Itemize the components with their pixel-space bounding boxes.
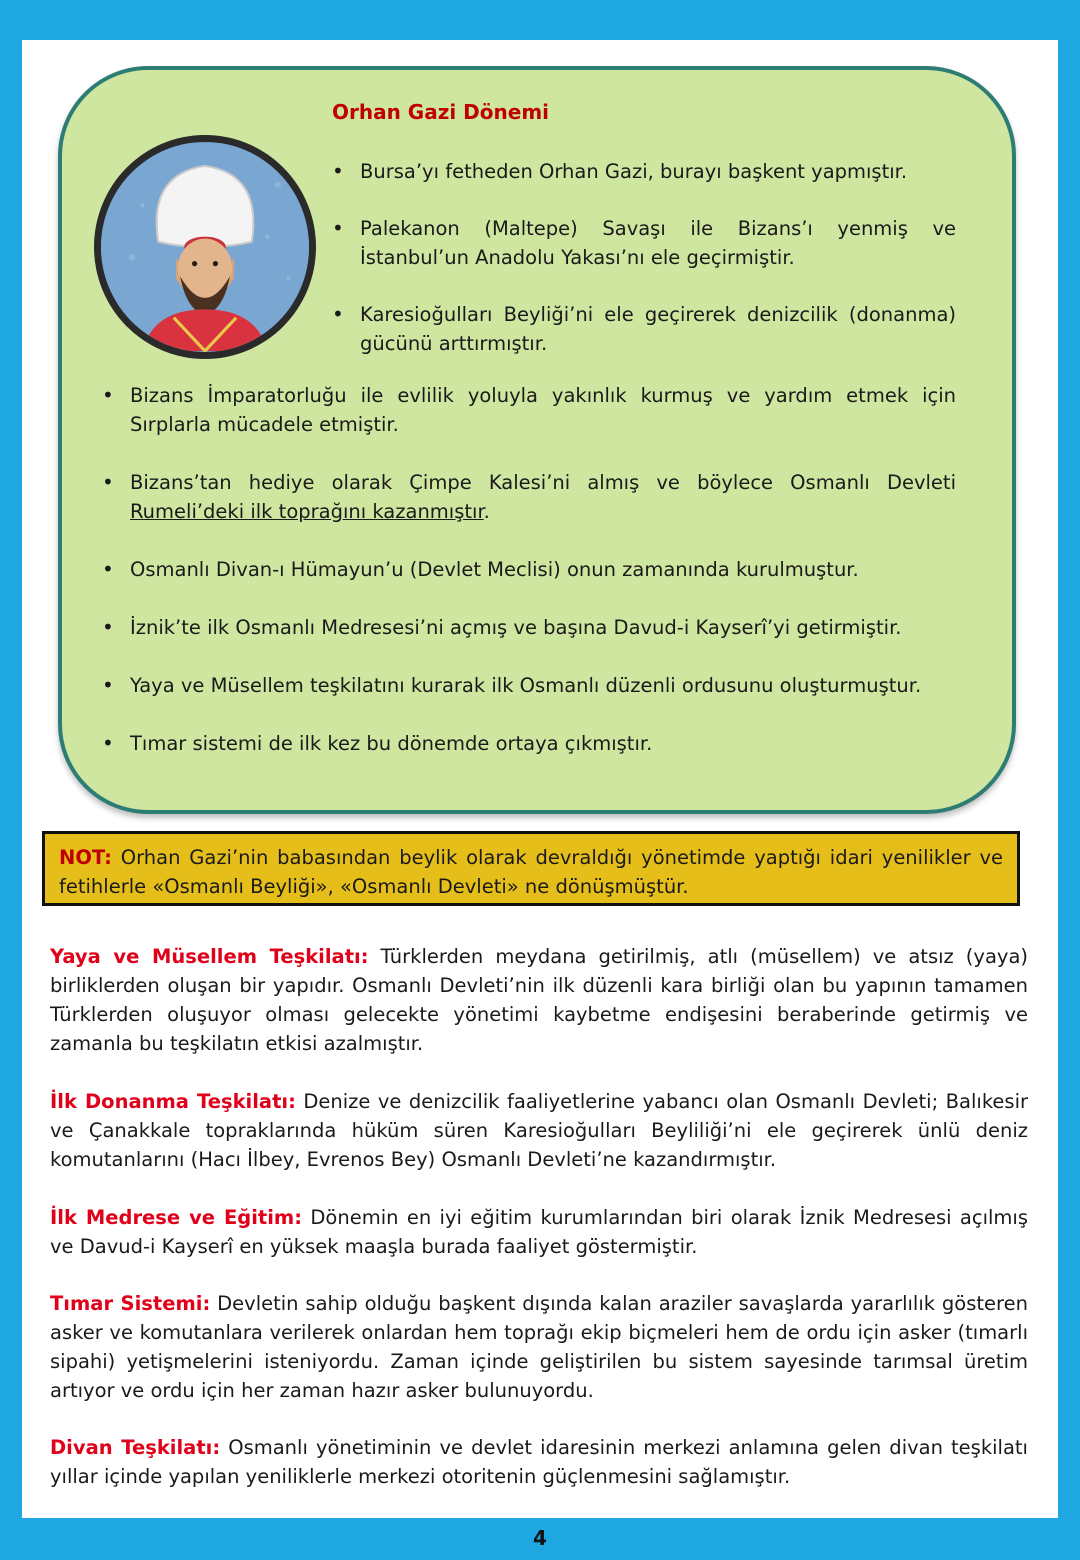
paragraph-yaya-musellem [50, 942, 1028, 1058]
paragraph-text: Osmanlı yönetiminin ve devlet idaresinin merkezi anlamına gelen divan teşkilatı yıllar içinde yapılan yeniliklerle merkezi otoritenin güçlenmesini sağlamıştır. [50, 1436, 1028, 1488]
paragraph-label: Divan Teşkilatı: [50, 1436, 221, 1459]
list-item: • Osmanlı Divan-ı Hümayun’u (Devlet Meclisi) onun zamanında kurulmuştur. [102, 555, 956, 584]
paragraph-label: İlk Donanma Teşkilatı: [50, 1090, 296, 1113]
list-item: • Yaya ve Müsellem teşkilatını kurarak ilk Osmanlı düzenli ordusunu oluşturmuştur. [102, 671, 956, 700]
paragraph-divan [50, 1433, 1028, 1491]
note-label: NOT: [59, 846, 112, 869]
box-title: Orhan Gazi Dönemi [332, 100, 550, 124]
paragraph-label: Yaya ve Müsellem Teşkilatı: [50, 945, 369, 968]
orhan-gazi-portrait [94, 135, 316, 359]
list-item: • Bizans İmparatorluğu ile evlilik yoluyla yakınlık kurmuş ve yardım etmek için Sırplarla mücadele etmiştir. [102, 381, 956, 439]
page-number: 4 [533, 1526, 547, 1550]
list-item [102, 468, 956, 526]
portrait-illustration [101, 142, 309, 352]
note-text: Orhan Gazi’nin babasından beylik olarak devraldığı yönetimde yaptığı idari yenilikler ve fetihlerle «Osmanlı Beyliği», «Osmanlı Devleti» ne dönüşmüştür. [59, 846, 1003, 898]
list-item-tail: . [483, 500, 490, 523]
paragraph-text: Devletin sahip olduğu başkent dışında kalan araziler savaşlarda yararlılık gösteren asker ve komutanlara verilerek onlardan hem toprağı ekip biçmeleri hem de ordu için asker (tımarlı sipahi) yetişmelerini isteniyordu. Zaman içinde geliştirilen bu sistem sayesinde tarımsal üretim artıyor ve ordu için her zaman hazır asker bulunuyordu. [50, 1292, 1028, 1402]
note-box [42, 831, 1020, 906]
list-item-text: Bizans’tan hediye olarak Çimpe Kalesi’ni almış ve böylece Osmanlı Devleti [130, 471, 956, 494]
paragraph-text: Denize ve denizcilik faaliyetlerine yabancı olan Osmanlı Devleti; Balıkesir ve Çanakkale topraklarında hüküm süren Karesioğulları Beyliliği’ni ele geçirerek ünlü deniz komutanlarını (Hacı İlbey, Evrenos Bey) Osmanlı Devleti’ne kazandırmıştır. [50, 1090, 1029, 1171]
list-item: • İznik’te ilk Osmanlı Medresesi’ni açmış ve başına Davud-i Kayserî’yi getirmiştir. [102, 613, 956, 642]
paragraph-text: Dönemin en iyi eğitim kurumlarından biri olarak İznik Medresesi açılmış ve Davud-i Kayserî en yüksek maaşla burada faaliyet göstermiştir. [50, 1206, 1028, 1258]
list-item: • Bursa’yı fetheden Orhan Gazi, burayı başkent yapmıştır. [332, 157, 956, 186]
paragraph-label: Tımar Sistemi: [50, 1292, 211, 1315]
list-item: • Palekanon (Maltepe) Savaşı ile Bizans’ı yenmiş ve İstanbul’un Anadolu Yakası’nı ele geçirmiştir. [332, 214, 956, 272]
page [22, 40, 1058, 1518]
bottom-bullet-list [102, 381, 956, 787]
underlined-text: Rumeli’deki ilk toprağını kazanmıştır [130, 500, 484, 523]
paragraph-timar [50, 1289, 1028, 1405]
paragraph-medrese [50, 1203, 1028, 1261]
top-bullet-list [332, 157, 956, 386]
paragraph-donanma [50, 1087, 1028, 1174]
paragraph-label: İlk Medrese ve Eğitim: [50, 1206, 303, 1229]
list-item: • Karesioğulları Beyliği’ni ele geçirerek denizcilik (donanma) gücünü arttırmıştır. [332, 300, 956, 358]
paragraph-text: Türklerden meydana getirilmiş, atlı (müsellem) ve atsız (yaya) birliklerden oluşan bir yapıdır. Osmanlı Devleti’nin ilk düzenli kara birliği olan bu yapının tamamen Türklerden oluşuyor olması gelecekte yönetimi kaybetme endişesini beraberinde getirmiş ve zamanla bu teşkilatın etkisi azalmıştır. [50, 945, 1028, 1055]
list-item: • Tımar sistemi de ilk kez bu dönemde ortaya çıkmıştır. [102, 729, 956, 758]
